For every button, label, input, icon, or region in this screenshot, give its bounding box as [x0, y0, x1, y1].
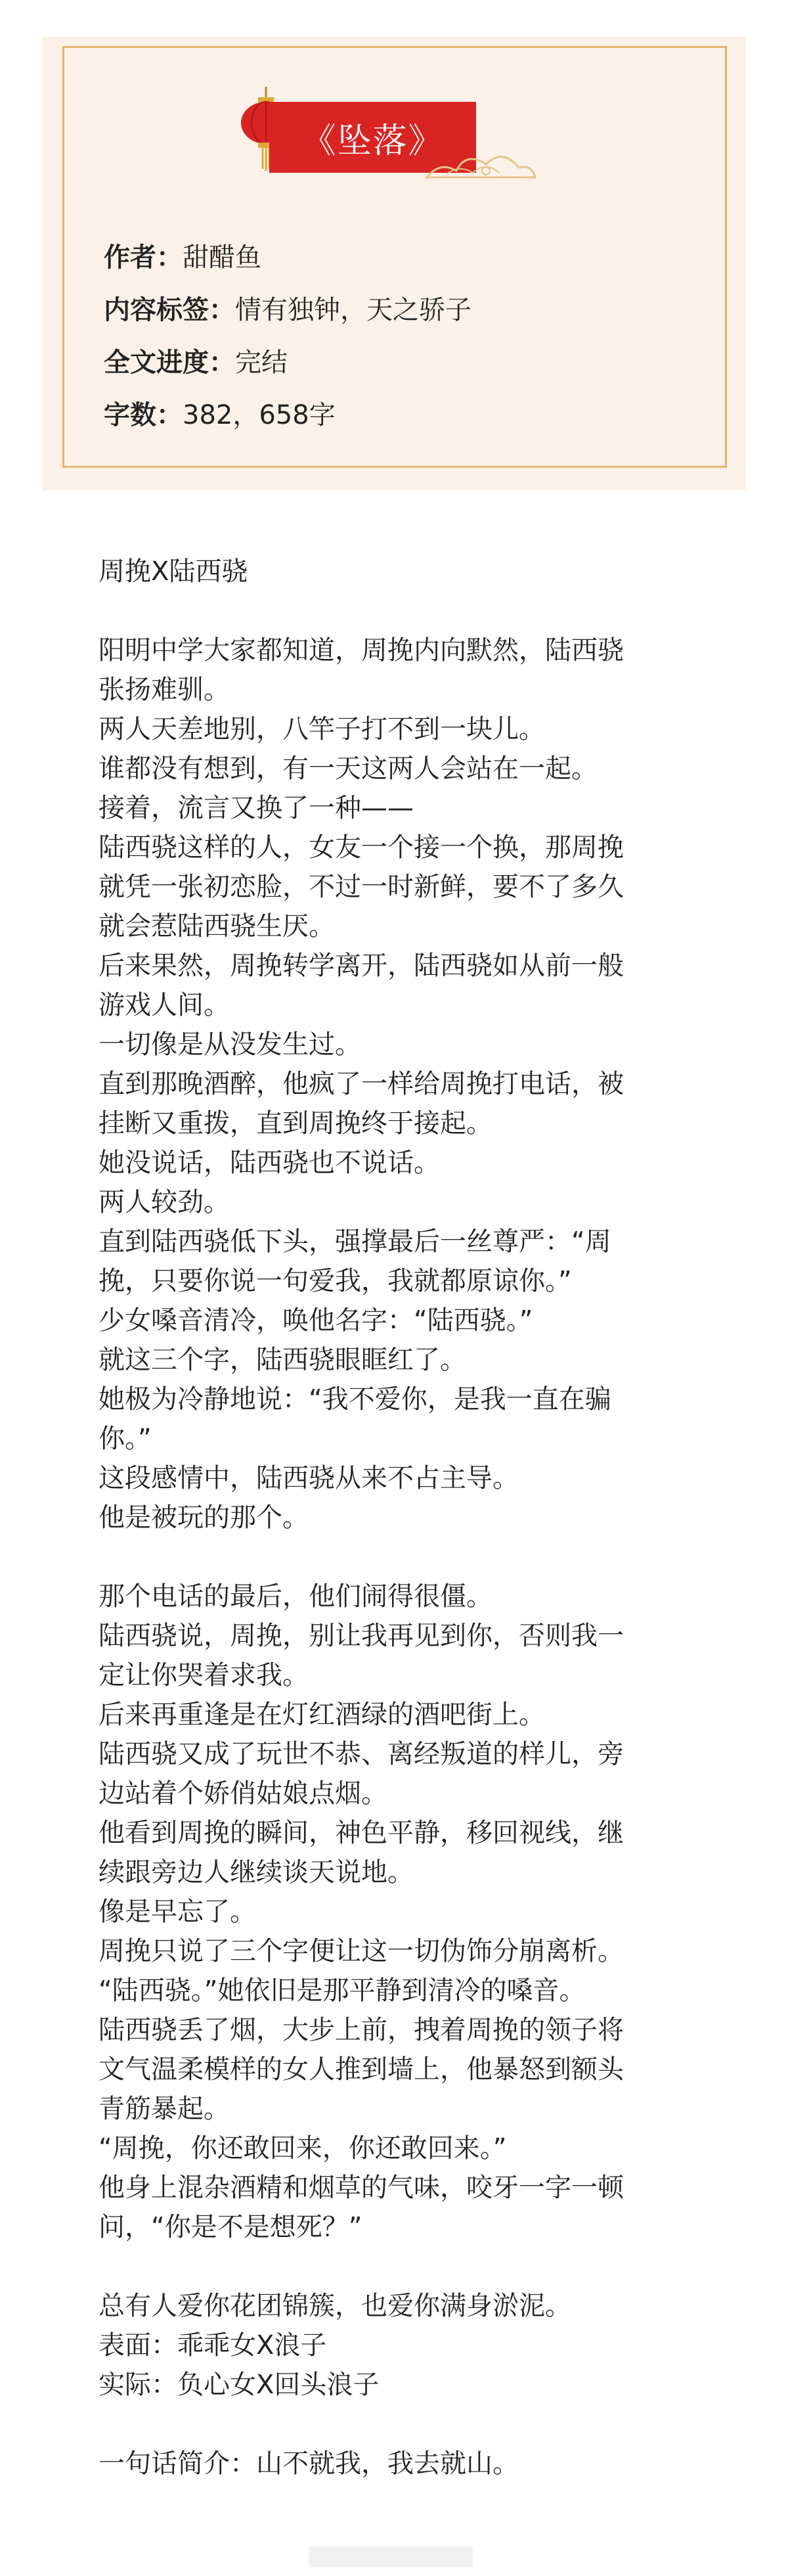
text-line: 他身上混杂酒精和烟草的气味，咬牙一字一顿 [98, 2173, 624, 2203]
text-line: 表面：乖乖女X浪子 [98, 2330, 327, 2361]
text-line: 陆西骁说，周挽，别让我再见到你，否则我一 [98, 1621, 624, 1651]
text-line: 续跟旁边人继续谈天说地。 [98, 1857, 414, 1887]
book-title: 《坠落》 [269, 102, 476, 173]
text-line: 就会惹陆西骁生厌。 [98, 911, 335, 941]
meta-tags: 内容标签：情有独钟，天之骄子 [104, 295, 471, 325]
text-line: 实际：负心女X回头浪子 [98, 2370, 380, 2400]
text-line: “陆西骁。”她依旧是那平静到清冷的嗓音。 [98, 1976, 586, 2006]
meta-progress: 全文进度：完结 [104, 348, 288, 378]
text-line: 阳明中学大家都知道，周挽内向默然，陆西骁 [98, 635, 624, 666]
text-line: 后来果然，周挽转学离开，陆西骁如从前一般 [98, 951, 624, 981]
text-line: 挽，只要你说一句爱我，我就都原谅你。” [98, 1266, 572, 1296]
text-line: 她没说话，陆西骁也不说话。 [98, 1148, 440, 1178]
text-line: 两人天差地别，八竿子打不到一块儿。 [98, 714, 545, 744]
text-line: 就这三个字，陆西骁眼眶红了。 [98, 1345, 466, 1375]
pairing-line: 周挽X陆西骁 [98, 556, 248, 587]
text-line: 周挽只说了三个字便让这一切伪饰分崩离析。 [98, 1936, 624, 1966]
text-line: 青筋暴起。 [98, 2094, 230, 2124]
text-line: 定让你哭着求我。 [98, 1660, 309, 1690]
text-line: 后来再重逢是在灯红酒绿的酒吧街上。 [98, 1700, 545, 1730]
text-line: 一切像是从没发生过。 [98, 1029, 361, 1060]
one-line-summary: 一句话简介：山不就我，我去就山。 [98, 2449, 519, 2479]
text-line: 接着，流言又换了一种—— [98, 793, 414, 823]
text-line: 总有人爱你花团锦簇，也爱你满身淤泥。 [98, 2291, 571, 2321]
text-line: 问，“你是不是想死？” [98, 2212, 362, 2242]
watermark [309, 2546, 473, 2567]
text-line: 少女嗓音清冷，唤他名字：“陆西骁。” [98, 1305, 533, 1336]
text-line: 就凭一张初恋脸，不过一时新鲜，要不了多久 [98, 872, 624, 902]
text-line: 两人较劲。 [98, 1187, 230, 1217]
text-line: 张扬难驯。 [98, 675, 230, 705]
text-line: 他看到周挽的瞬间，神色平静，移回视线，继 [98, 1818, 624, 1848]
meta-word-count: 字数：382，658字 [104, 400, 336, 430]
text-line: 陆西骁又成了玩世不恭、离经叛道的样儿，旁 [98, 1739, 624, 1769]
text-line: 谁都没有想到，有一天这两人会站在一起。 [98, 754, 598, 784]
text-line: 她极为冷静地说：“我不爱你，是我一直在骗 [98, 1384, 611, 1414]
text-line: 你。” [98, 1424, 152, 1454]
text-line: 文气温柔模样的女人推到墙上，他暴怒到额头 [98, 2054, 624, 2085]
meta-author: 作者：甜醋鱼 [104, 242, 261, 273]
text-line: 那个电话的最后，他们闹得很僵。 [98, 1581, 492, 1612]
text-line: 直到陆西骁低下头，强撑最后一丝尊严：“周 [98, 1227, 611, 1257]
text-line: “周挽，你还敢回来，你还敢回来。” [98, 2133, 507, 2163]
text-line: 像是早忘了。 [98, 1897, 256, 1927]
text-line: 这段感情中，陆西骁从来不占主导。 [98, 1463, 519, 1493]
text-line: 陆西骁丢了烟，大步上前，拽着周挽的领子将 [98, 2015, 624, 2045]
cloud-decoration-icon [420, 141, 538, 187]
synopsis [98, 552, 703, 2483]
text-line: 游戏人间。 [98, 990, 230, 1020]
text-line: 陆西骁这样的人，女友一个接一个换，那周挽 [98, 832, 624, 863]
text-line: 直到那晚酒醉，他疯了一样给周挽打电话，被 [98, 1069, 624, 1099]
text-line: 挂断又重拨，直到周挽终于接起。 [98, 1108, 492, 1139]
text-line: 他是被玩的那个。 [98, 1503, 309, 1533]
book-meta [104, 231, 682, 441]
text-line: 边站着个娇俏姑娘点烟。 [98, 1778, 387, 1809]
